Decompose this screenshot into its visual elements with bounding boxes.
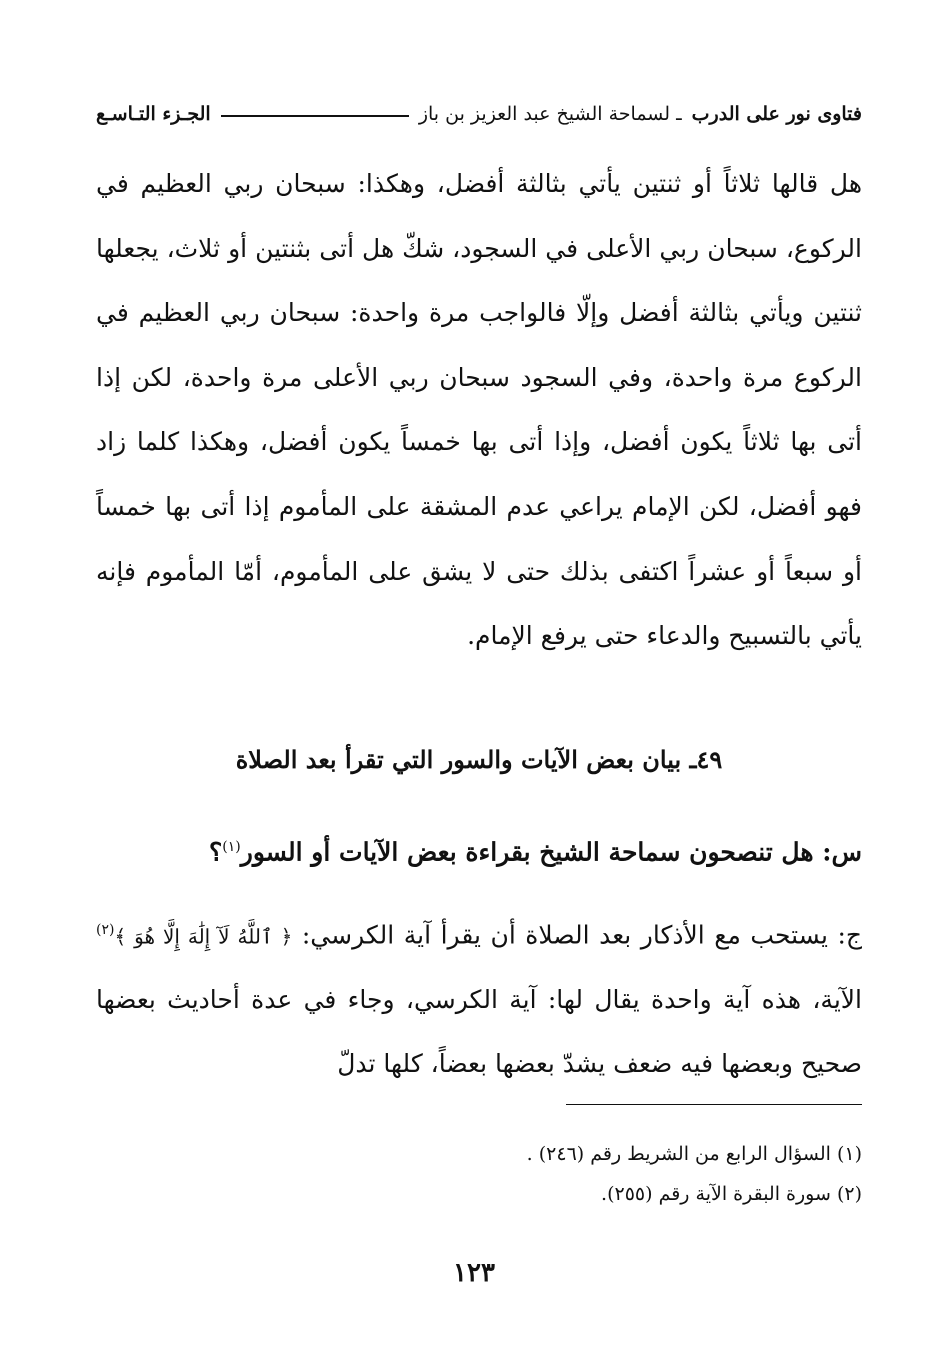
question-mark: ؟ xyxy=(209,837,223,867)
page-number: ١٢٣ xyxy=(453,1258,495,1288)
footnotes xyxy=(96,1134,862,1214)
running-header xyxy=(96,92,862,136)
quran-verse: ﴿ ٱللَّهُ لَآ إِلَٰهَ إِلَّا هُوَ ﴾ xyxy=(114,924,293,949)
body-paragraph xyxy=(96,152,862,669)
question-text: س: هل تنصحون سماحة الشيخ بقراءة بعض الآيات أو السور xyxy=(240,837,862,867)
answer-footnote-ref: (٢) xyxy=(96,922,115,938)
answer xyxy=(96,898,862,1096)
paragraph-text: هل قالها ثلاثاً أو ثنتين يأتي بثالثة أفضل، وهكذا: سبحان ربي العظيم في الركوع، سبحان ربي الأعلى في السجود، شكّ هل أتى بثنتين أو ثلاث، يجعلها ثنتين ويأتي بثالثة أفضل وإلّا فالواجب مرة واحدة: سبحان ربي العظيم في الركوع مرة واحدة، وفي السجود سبحان ربي الأعلى مرة واحدة، لكن إذا أتى بها ثلاثاً يكون أفضل، وإذا أتى بها خمساً يكون أفضل، وهكذا كلما زاد فهو أفضل، لكن الإمام يراعي عدم المشقة على المأموم إذا أتى بها خمساً أو سبعاً أو عشراً اكتفى بذلك حتى لا يشق على المأموم، أمّا المأموم فإنه يأتي بالتسبيح والدعاء حتى يرفع الإمام. xyxy=(96,169,862,651)
part-label: الجـزء التـاسـع xyxy=(96,103,211,125)
author-line: ـ لسماحة الشيخ عبد العزيز بن باز xyxy=(418,103,682,125)
footnote-1: (١) السؤال الرابع من الشريط رقم (٢٤٦) . xyxy=(526,1143,862,1165)
book-title: فتاوى نور على الدرب xyxy=(691,103,862,125)
header-rule xyxy=(221,115,409,117)
answer-text-continued: الآية، هذه آية واحدة يقال لها: آية الكرسي، وجاء في عدة أحاديث بعضها صحيح وبعضها فيه ضعف يشدّ بعضها بعضاً، كلها تدلّ xyxy=(96,985,862,1079)
section-heading: ٤٩ـ بيان بعض الآيات والسور التي تقرأ بعد الصلاة xyxy=(235,745,723,774)
question-footnote-ref: (١) xyxy=(222,839,241,855)
footnote-separator xyxy=(566,1104,862,1105)
footnote-2: (٢) سورة البقرة الآية رقم (٢٥٥). xyxy=(601,1183,862,1205)
answer-text-start: ج: يستحب مع الأذكار بعد الصلاة أن يقرأ آية الكرسي: xyxy=(292,920,863,950)
question xyxy=(96,822,862,877)
